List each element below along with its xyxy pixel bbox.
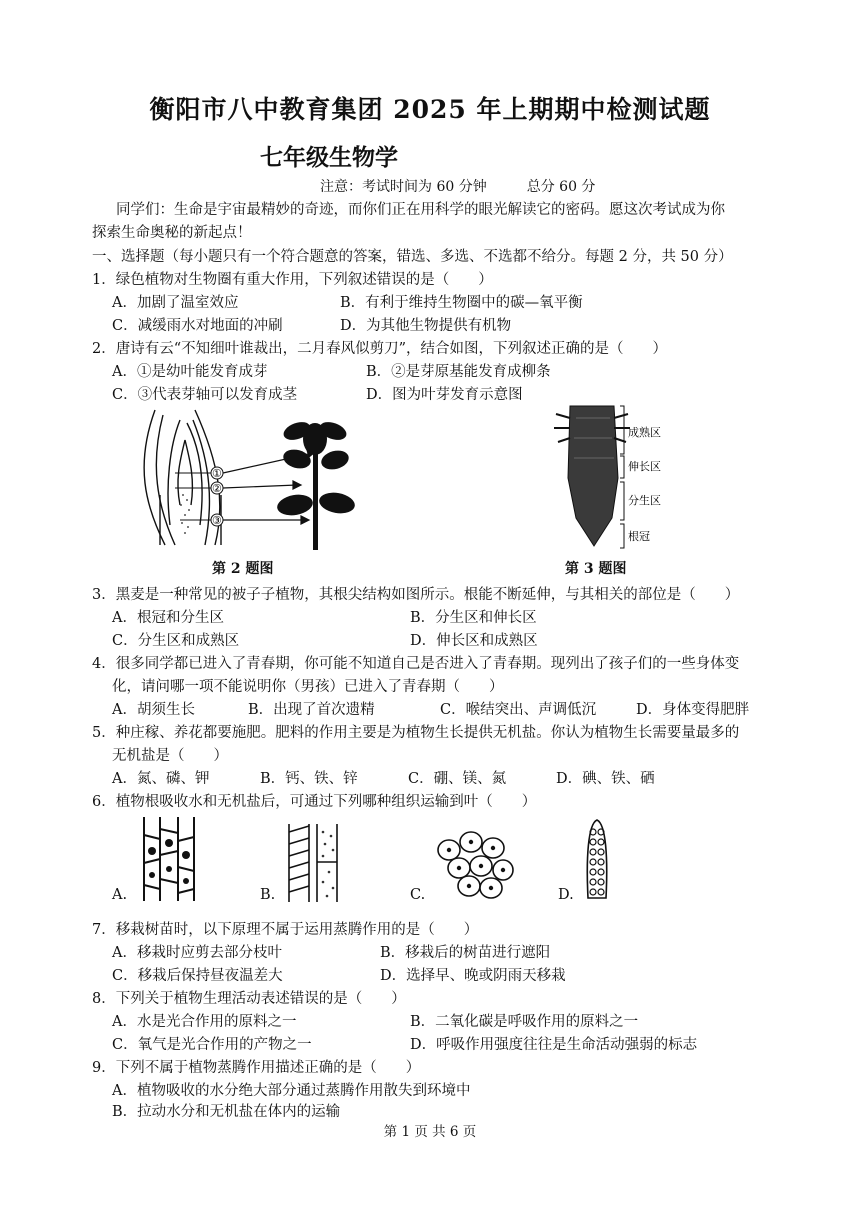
- question-6-option-a: A.: [112, 887, 128, 903]
- exam-notice: [320, 176, 635, 196]
- question-8-option-b: B．二氧化碳是呼吸作用的原料之一: [410, 1014, 639, 1030]
- question-2-stem: 2．唐诗有云“不知细叶谁裁出，二月春风似剪刀”，结合如图，下列叙述正确的是（ ）: [92, 341, 668, 357]
- question-2-option-b: B．②是芽原基能发育成柳条: [366, 364, 551, 380]
- figure-2-leaf-bud-diagram: [125, 405, 385, 550]
- intro-line-2: 探索生命奥秘的新起点！: [92, 225, 252, 241]
- question-5-option-d: D．碘、铁、硒: [556, 771, 655, 787]
- question-2-option-a: A．①是幼叶能发育成芽: [112, 364, 268, 380]
- page-title: 衡阳市八中教育集团 2025 年上期期中检测试题: [149, 95, 711, 124]
- question-7-option-d: D．选择早、晚或阴雨天移栽: [380, 968, 566, 984]
- question-8-option-a: A．水是光合作用的原料之一: [112, 1014, 297, 1030]
- tissue-b-image: [285, 822, 347, 904]
- question-5-stem: 5．种庄稼、养花都要施肥。肥料的作用主要是为植物生长提供无机盐。你认为植物生长需要量最多的: [92, 725, 740, 741]
- question-5-option-b: B．钙、铁、锌: [260, 771, 358, 787]
- label-3: ③: [212, 514, 222, 527]
- tissue-d-image: [582, 818, 612, 904]
- question-6-stem: 6．植物根吸收水和无机盐后，可通过下列哪种组织运输到叶（ ）: [92, 794, 537, 810]
- question-6-option-c: C.: [410, 887, 426, 903]
- page-number: 第 1 页 共 6 页: [383, 1124, 477, 1140]
- question-5-stem-cont: 无机盐是（ ）: [112, 748, 228, 764]
- question-4-stem: 4．很多同学都已进入了青春期，你可能不知道自己是否进入了青春期。现列出了孩子们的一些身体变: [92, 656, 740, 672]
- question-3-option-b: B．分生区和伸长区: [410, 610, 537, 626]
- label-1: ①: [212, 467, 222, 480]
- figure-3-root-tip-diagram: [552, 398, 692, 553]
- bud-section-drawing: [144, 410, 221, 545]
- question-8-option-d: D．呼吸作用强度往往是生命活动强弱的标志: [410, 1037, 698, 1053]
- label-2: ②: [212, 482, 222, 495]
- question-8-stem: 8．下列关于植物生理活动表述错误的是（ ）: [92, 991, 406, 1007]
- zone-label-maturation: 成熟区: [628, 426, 661, 439]
- question-4-stem-cont: 化，请问哪一项不能说明你（男孩）已进入了青春期（ ）: [112, 679, 504, 695]
- question-7-option-b: B．移栽后的树苗进行遮阳: [380, 945, 551, 961]
- question-9-stem: 9．下列不属于植物蒸腾作用描述正确的是（ ）: [92, 1060, 421, 1076]
- question-1-option-a: A．加剧了温室效应: [112, 295, 239, 311]
- question-4-option-d: D．身体变得肥胖: [636, 702, 750, 718]
- page-subtitle: 七年级生物学: [260, 144, 398, 171]
- question-5-option-c: C．硼、镁、氮: [408, 771, 507, 787]
- question-1-stem: 1．绿色植物对生物圈有重大作用，下列叙述错误的是（ ）: [92, 272, 493, 288]
- question-1-option-b: B．有利于维持生物圈中的碳—氧平衡: [340, 295, 583, 311]
- question-3-option-d: D．伸长区和成熟区: [410, 633, 538, 649]
- question-3-option-a: A．根冠和分生区: [112, 610, 224, 626]
- question-9-option-b: B．拉动水分和无机盐在体内的运输: [112, 1104, 341, 1120]
- question-4-option-b: B．出现了首次遗精: [248, 702, 375, 718]
- figure-3-caption: 第 3 题图: [565, 561, 627, 577]
- figure-2-caption: 第 2 题图: [212, 561, 274, 577]
- question-4-option-c: C．喉结突出、声调低沉: [440, 702, 597, 718]
- question-1-option-d: D．为其他生物提供有机物: [340, 318, 512, 334]
- tissue-c-image: [435, 828, 515, 900]
- question-1-option-c: C．减缓雨水对地面的冲刷: [112, 318, 283, 334]
- question-6-option-b: B.: [260, 887, 276, 903]
- question-2-option-d: D．图为叶芽发育示意图: [366, 387, 523, 403]
- bud-stipple: [180, 494, 190, 534]
- section-heading: 一、选择题（每小题只有一个符合题意的答案，错选、多选、不选都不给分。每题 2 分，共 50 分）: [92, 249, 733, 265]
- question-5-option-a: A．氮、磷、钾: [112, 771, 210, 787]
- tissue-a-image: [138, 815, 200, 903]
- question-4-option-a: A．胡须生长: [112, 702, 195, 718]
- question-3-stem: 3．黑麦是一种常见的被子子植物，其根尖结构如图所示。根能不断延伸，与其相关的部位是（ ）: [92, 587, 740, 603]
- zone-label-root-cap: 根冠: [628, 530, 650, 543]
- question-8-option-c: C．氧气是光合作用的产物之一: [112, 1037, 312, 1053]
- question-6-option-d: D.: [558, 887, 574, 903]
- intro-line-1: 同学们：生命是宇宙最精妙的奇迹，而你们正在用科学的眼光解读它的密码。愿这次考试成为你: [116, 202, 725, 218]
- question-7-stem: 7．移栽树苗时，以下原理不属于运用蒸腾作用的是（ ）: [92, 922, 479, 938]
- exam-score: 总分 60 分: [526, 179, 596, 195]
- zone-label-meristem: 分生区: [628, 494, 661, 507]
- question-7-option-c: C．移栽后保持昼夜温差大: [112, 968, 283, 984]
- question-9-option-a: A．植物吸收的水分绝大部分通过蒸腾作用散失到环境中: [112, 1083, 471, 1099]
- plant-silhouette: [276, 419, 357, 550]
- question-2-option-c: C．③代表芽轴可以发育成茎: [112, 387, 298, 403]
- exam-time: 注意：考试时间为 60 分钟: [320, 179, 487, 195]
- question-3-option-c: C．分生区和成熟区: [112, 633, 240, 649]
- question-7-option-a: A．移栽时应剪去部分枝叶: [112, 945, 282, 961]
- zone-label-elongation: 伸长区: [628, 460, 661, 473]
